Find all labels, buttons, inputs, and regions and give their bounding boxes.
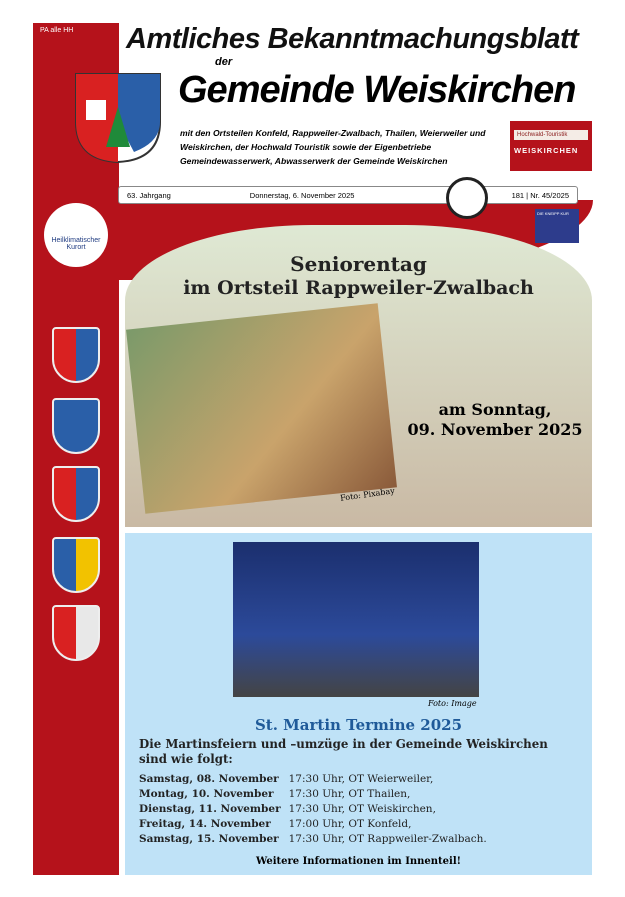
tourism-logo-top: Hochwald-Touristik: [514, 130, 588, 140]
thailen-crest-icon: [52, 466, 100, 522]
info-bar: [118, 186, 578, 204]
edition-tag: PA alle HH: [40, 27, 74, 34]
title-line3: Gemeinde Weiskirchen: [178, 69, 576, 111]
hochwald-touristik-logo: [510, 121, 592, 171]
schedule-info: 17:30 Uhr, OT Weiskirchen,: [288, 803, 436, 815]
schedule-info: 17:30 Uhr, OT Thailen,: [288, 788, 411, 800]
volume: 63. Jahrgang: [127, 190, 171, 200]
schedule-day: Dienstag, 11. November: [139, 803, 281, 815]
weierweiler-crest-icon: [52, 537, 100, 593]
schedule-day: Montag, 10. November: [139, 788, 274, 800]
photo-credit: Foto: Pixabay: [339, 486, 396, 503]
more-info-note: Weitere Informationen im Innenteil!: [255, 856, 462, 867]
seniors-inner-photo: [126, 303, 397, 513]
klima-kurort-badge: Heilklimatischer Kurort: [44, 203, 108, 267]
feature-title-line1: Seniorentag: [290, 252, 427, 276]
weiskirchen-crest-icon: [52, 605, 100, 661]
title-line2: der: [215, 56, 233, 68]
rappweiler-crest-icon: [52, 398, 100, 454]
subtitle: mit den Ortsteilen Konfeld, Rappweiler-Zwalbach, Thailen, Weierweiler und Weiskirchen, der Hochwald Touristik sowie der Eigenbetriebe Gemeindewasserwerk, Abwasserwerk der Gemeinde Weiskirchen: [180, 128, 486, 166]
schedule-day: Samstag, 15. November: [139, 833, 279, 845]
schedule-info: 17:30 Uhr, OT Rappweiler-Zwalbach.: [288, 833, 487, 845]
martin-intro: Die Martinsfeiern und –umzüge in der Gemeinde Weiskirchen sind wie folgt:: [139, 737, 548, 766]
schedule-info: 17:00 Uhr, OT Konfeld,: [288, 818, 412, 830]
title-line1: Amtliches Bekanntmachungsblatt: [126, 23, 579, 55]
schedule-info: 17:30 Uhr, OT Weierweiler,: [288, 773, 434, 785]
coat-of-arms-icon: [74, 72, 162, 164]
kneipp-badge: DIE KNEIPP KUR: [535, 209, 579, 243]
feature-date: [400, 400, 590, 440]
issue-date: Donnerstag, 6. November 2025: [249, 190, 355, 200]
blue-angel-seal-icon: [446, 177, 488, 219]
tourism-logo-bottom: WEISKIRCHEN: [514, 146, 579, 155]
feature-date-line1: am Sonntag,: [438, 400, 552, 419]
feature-date-line2: 09. November 2025: [407, 420, 583, 439]
schedule-day: Samstag, 08. November: [139, 773, 279, 785]
schedule-day: Freitag, 14. November: [139, 818, 271, 830]
lantern-illustration: [233, 542, 479, 697]
feature-title-line2: im Ortsteil Rappweiler-Zwalbach: [183, 277, 534, 299]
illustration-credit: Foto: Image: [428, 699, 477, 708]
martin-title: St. Martin Termine 2025: [254, 716, 463, 734]
konfeld-crest-icon: [52, 327, 100, 383]
schedule-list: [139, 772, 487, 847]
issue-number: 181 | Nr. 45/2025: [511, 190, 569, 200]
